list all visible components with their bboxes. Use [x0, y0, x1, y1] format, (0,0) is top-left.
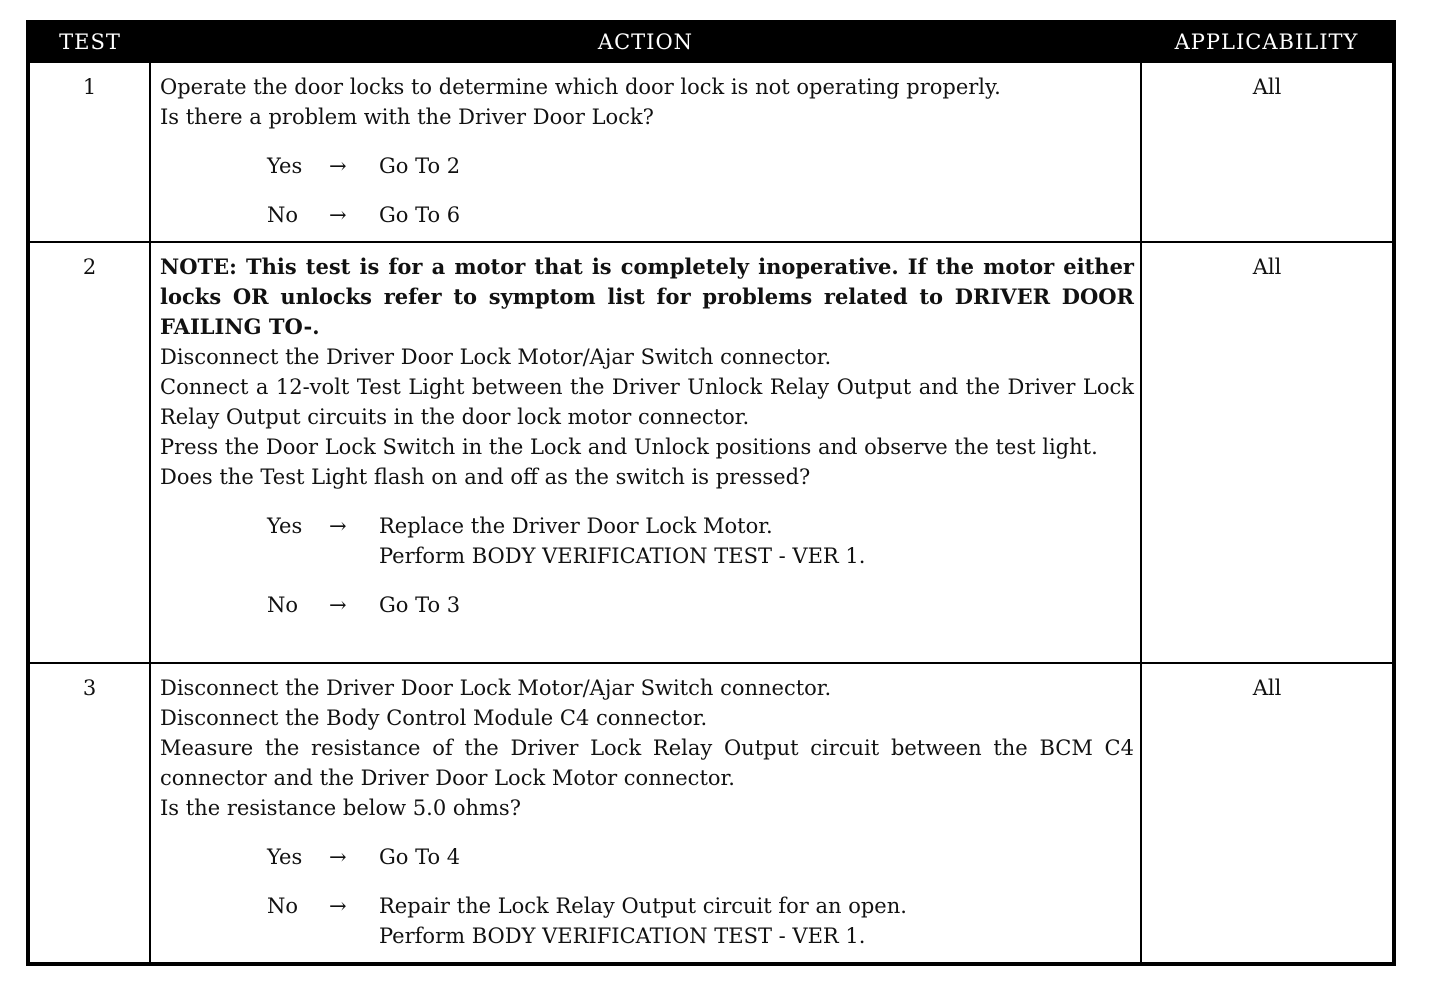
right-arrow-icon: → — [329, 154, 347, 178]
action-line: Disconnect the Driver Door Lock Motor/Ajar Switch connector. — [160, 344, 832, 369]
action-line: Press the Door Lock Switch in the Lock and Unlock positions and observe the test light. — [160, 434, 1098, 459]
action-line: Disconnect the Driver Door Lock Motor/Ajar Switch connector. — [160, 675, 832, 700]
table-header — [30, 24, 1392, 62]
outcome-result — [379, 891, 1134, 951]
action-line: Measure the resistance of the Driver Lock Relay Output circuit between the BCM C4 connector and the Driver Door Lock Motor connector. — [160, 735, 1134, 790]
outcome-result-text: Perform BODY VERIFICATION TEST - VER 1. — [379, 543, 866, 568]
outcome-yes — [160, 842, 1134, 872]
outcome-result-text: Repair the Lock Relay Output circuit for an open. — [379, 893, 907, 918]
diagnostic-table-frame — [26, 20, 1396, 966]
diagnostic-table — [30, 24, 1392, 963]
action-question: Does the Test Light flash on and off as the switch is pressed? — [160, 464, 811, 489]
outcome-yes — [160, 511, 1134, 571]
outcome-answer: Yes — [267, 513, 303, 538]
outcome-result — [379, 200, 1134, 230]
action-cell — [150, 663, 1141, 963]
outcome-result-text: Replace the Driver Door Lock Motor. — [379, 513, 773, 538]
header-action: ACTION — [150, 24, 1141, 62]
table-row — [30, 663, 1392, 963]
action-cell — [150, 242, 1141, 663]
outcome-result-text: Go To 3 — [379, 592, 461, 617]
action-line: Operate the door locks to determine which door lock is not operating properly. — [160, 75, 1001, 99]
header-applicability: APPLICABILITY — [1141, 24, 1392, 62]
outcome-answer: No — [267, 893, 299, 918]
test-number: 1 — [30, 62, 150, 242]
right-arrow-icon: → — [329, 203, 347, 227]
action-line: Disconnect the Body Control Module C4 connector. — [160, 705, 708, 730]
outcome-result-text: Go To 2 — [379, 154, 461, 178]
header-test: TEST — [30, 24, 150, 62]
outcome-answer: Yes — [267, 844, 303, 869]
outcome-result-text: Perform BODY VERIFICATION TEST - VER 1. — [379, 923, 866, 948]
test-number: 3 — [30, 663, 150, 963]
applicability-cell: All — [1141, 62, 1392, 242]
outcome-answer: No — [267, 203, 299, 227]
outcome-result-text: Go To 6 — [379, 203, 461, 227]
right-arrow-icon: → — [329, 844, 347, 869]
table-row — [30, 242, 1392, 663]
outcome-result-text: Go To 4 — [379, 844, 461, 869]
applicability-cell: All — [1141, 663, 1392, 963]
right-arrow-icon: → — [329, 513, 347, 538]
outcome-no — [160, 200, 1134, 230]
table-row — [30, 62, 1392, 242]
test-number: 2 — [30, 242, 150, 663]
applicability-cell: All — [1141, 242, 1392, 663]
right-arrow-icon: → — [329, 592, 347, 617]
outcome-yes — [160, 151, 1134, 181]
outcome-answer: No — [267, 592, 299, 617]
outcome-answer: Yes — [267, 154, 303, 178]
right-arrow-icon: → — [329, 893, 347, 918]
outcome-no — [160, 590, 1134, 620]
action-question: Is the resistance below 5.0 ohms? — [160, 795, 521, 820]
action-question: Is there a problem with the Driver Door Lock? — [160, 105, 654, 129]
action-cell — [150, 62, 1141, 242]
outcome-result — [379, 842, 1134, 872]
note-text: NOTE: This test is for a motor that is completely inoperative. If the motor either locks OR unlocks refer to symptom list for problems related to DRIVER DOOR FAILING TO-. — [160, 253, 1134, 339]
outcome-result — [379, 151, 1134, 181]
outcome-result — [379, 590, 1134, 620]
action-line: Connect a 12-volt Test Light between the Driver Unlock Relay Output and the Driver Lock Relay Output circuits in the door lock motor connector. — [160, 374, 1134, 429]
outcome-no — [160, 891, 1134, 951]
outcome-result — [379, 511, 1134, 571]
